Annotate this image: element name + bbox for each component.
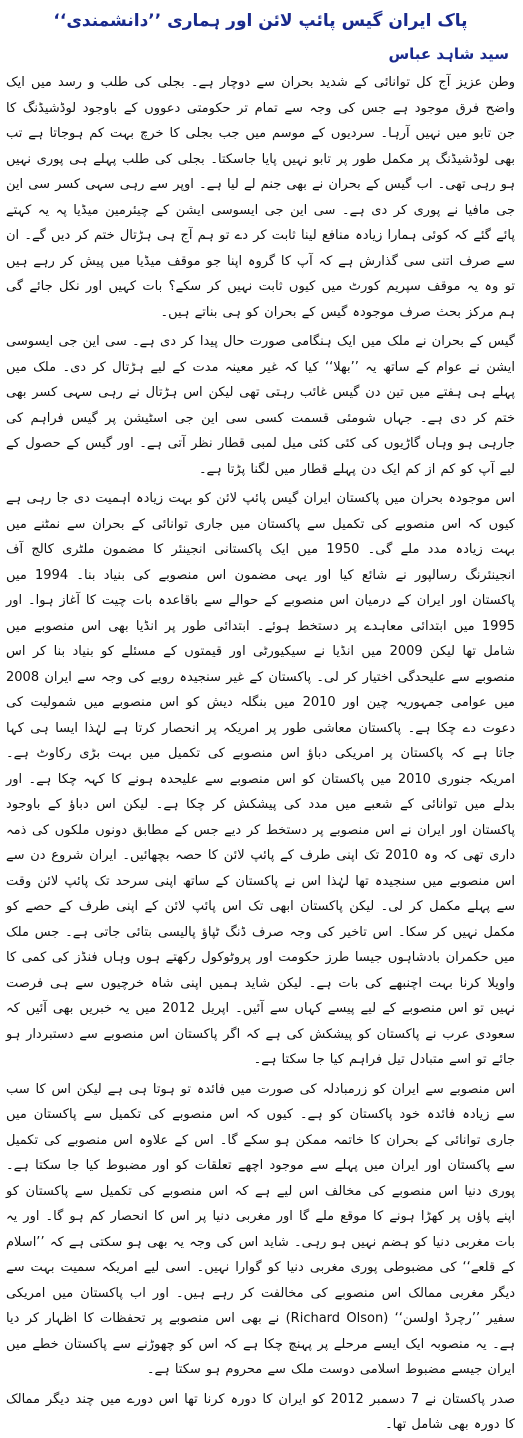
article-paragraph: صدر پاکستان نے 7 دسمبر 2012 کو ایران کا دورہ کرنا تھا اس دورے میں چند دیگر ممالک کا دورہ بھی شامل تھا۔ [6, 1391, 516, 1432]
article-paragraph: وطن عزیز آج کل توانائی کے شدید بحران سے دوچار ہے۔ بجلی کی طلب و رسد میں ایک واضح فرق موجود ہے جس کی وجہ سے تمام تر حکومتی دعووں کے باوجود لوڈشیڈنگ کا جن تابو میں نہیں آرہا۔ سردیوں کے موسم میں جب بجلی کا خرچ بہت کم ہوجاتا ہے تب بھی لوڈشیڈنگ پر مکمل طور پر تابو نہیں پایا جاسکتا۔ بجلی کی طلب پہلے ہی پوری نہیں ہو رہی تھی۔ اب گیس کے بحران نے بھی جنم لے لیا ہے۔ اوپر سے رہی سہی کسر سی این جی مافیا نے پوری کر دی ہے۔ سی این جی ایسوسی ایشن کے چیئرمین میڈیا پہ یہ کہتے پائے گئے کہ کوئی ہمارا زیادہ منافع لینا ثابت کر دے تو ہم آج ہی ہڑتال ختم کر دیں گے۔ ان سے صرف اتنی سی گذارش ہے کہ آپ کا گروہ اپنا جو موقف میڈیا میں پیش کر رہے ہیں تو وہ یہ موقف سپریم کورٹ میں کیوں ثابت نہیں کر سکے؟ بات کہیں اور نکل جائے گی ہم مرکز بحث صرف موجودہ گیس کے بحران کو ہی بناتے ہیں۔ [6, 75, 515, 320]
article-paragraph: گیس کے بحران نے ملک میں ایک ہنگامی صورت حال پیدا کر دی ہے۔ سی این جی ایسوسی ایشن نے عوام کے ساتھ یہ ’’بھلا‘‘ کیا کہ غیر معینہ مدت کے لیے ہڑتال کر دی۔ ملک میں پہلے ہی ہفتے میں تین دن گیس غائب رہتی تھی لیکن اس ہڑتال نے رہی سہی کسر بھی ختم کر دی ہے۔ جہاں شومئی قسمت کسی سی این جی اسٹیشن پر گیس فراہم کی جارہی ہو وہاں گاڑیوں کی کئی کئی میل لمبی قطار نظر آتی ہے۔ اور گیس کے حصول کے لیے آپ کو کم از کم ایک دن پہلے قطار میں لگنا پڑتا ہے۔ [6, 334, 515, 477]
article-paragraph: اس منصوبے سے ایران کو زرمبادلہ کی صورت میں فائدہ تو ہوتا ہی ہے لیکن اس کا سب سے زیادہ فائدہ خود پاکستان کو ہے۔ کیوں کہ اس منصوبے کی تکمیل سے پاکستان میں جاری توانائی کے بحران کا خاتمہ ممکن ہو سکے گا۔ اس کے علاوہ اس منصوبے کی تکمیل سے پاکستان اور ایران میں پہلے سے موجود اچھے تعلقات کو اور مضبوط کیا جا سکتا ہے۔ پوری دنیا اس منصوبے کی مخالف اس لیے ہے کہ اس منصوبے کی تکمیل سے پاکستان کو اپنے پاؤں پر کھڑا ہونے کا موقع ملے گا اور مغربی دنیا پر اس کا انحصار کم ہو گا۔ اور یہ بات مغربی دنیا کو ہضم نہیں ہو رہی۔ شاید اس کی وجہ یہ بھی ہو سکتی ہے کہ ’’اسلام کے قلعے‘‘ کی مضبوطی پوری مغربی دنیا کو گوارا نہیں۔ اسی لیے امریکہ سمیت بہت سے دیگر مغربی ممالک اس منصوبے کی مخالفت کر رہے ہیں۔ اور اب پاکستان میں امریکی سفیر ’’رچرڈ اولسن‘‘ (Richard Olson) نے بھی اس منصوبے پر تحفظات کا اظہار کر دیا ہے۔ یہ منصوبہ ایک ایسے مرحلے پر پہنچ چکا ہے کہ اس کو چھوڑنے سے پاکستان خطے میں ایران جیسے مضبوط اسلامی دوست ملک سے محروم ہو سکتا ہے۔ [6, 1081, 515, 1377]
author-byline: سید شاہد عباس [388, 45, 509, 63]
article-paragraph: اس موجودہ بحران میں پاکستان ایران گیس پائپ لائن کو بہت زیادہ اہمیت دی جا رہی ہے کیوں کہ اس منصوبے کی تکمیل سے پاکستان میں جاری توانائی کے بحران سے نمٹنے میں بہت زیادہ مدد ملے گی۔ 1950 میں ایک پاکستانی انجینئر کا مضمون ملٹری کالج آف انجینئرنگ رسالپور نے شائع کیا اور یہی مضمون اس منصوبے کی بنیاد بنا۔ 1994 میں پاکستان اور ایران کے درمیان اس منصوبے کے حوالے سے باقاعدہ بات چیت کا آغاز ہوا۔ اور 1995 میں ابتدائی معاہدے پر دستخط ہوئے۔ ابتدائی طور پر انڈیا بھی اس منصوبے میں شامل تھا لیکن 2009 میں انڈیا نے سیکیورٹی اور قیمتوں کے مسئلے کو بنیاد بنا کر اس منصوبے سے علیحدگی اختیار کر لی۔ پاکستان کے غیر سنجیدہ رویے کی وجہ سے ایران 2008 میں عوامی جمہوریہ چین اور 2010 میں بنگلہ دیش کو اس منصوبے میں شمولیت کی دعوت دے چکا ہے۔ پاکستان معاشی طور پر امریکہ پر انحصار کرتا ہے لہٰذا ایسا ہی کہا جاتا ہے کہ پاکستان پر امریکی دباؤ اس منصوبے کی تکمیل میں بہت بڑی رکاوٹ ہے۔ امریکہ جنوری 2010 میں پاکستان کو اس منصوبے سے علیحدہ ہونے کا کہہ چکا ہے۔ اور بدلے میں توانائی کے شعبے میں مدد کی پیشکش کر چکا ہے۔ لیکن اس دباؤ کے باوجود پاکستان اور ایران نے اس منصوبے پر دستخط کر دیے جس کے مطابق دونوں ملکوں کی ذمہ داری تھی کہ وہ 2010 تک اپنی طرف کے پائپ لائن کا حصہ بچھائیں۔ ایران شروع دن سے اس منصوبے میں سنجیدہ تھا لہٰذا اس نے پاکستان کے ساتھ اپنی سرحد تک پائپ لائن وقت سے پہلے مکمل کر لی۔ لیکن پاکستان ابھی تک اس پائپ لائن کے اپنی طرف کے حصے کو مکمل نہیں کر سکا۔ اس تاخیر کی وجہ صرف ڈنگ ٹپاؤ پالیسی بتائی جاتی ہے۔ جس ملک میں حکمران بادشاہوں جیسا طرز حکومت اور پروٹوکول رکھتے ہوں وہاں فنڈز کی کمی کا واویلا کرنا بہت اچنبھے کی بات ہے۔ لیکن شاید ہمیں اپنی شاہ خرچیوں سے ہی فرصت نہیں تو اس منصوبے کے لیے پیسے کہاں سے آئیں۔ اپریل 2012 میں یہ خبریں بھی آئیں کہ سعودی عرب نے پاکستان کو پیشکش کی ہے کہ اگر پاکستان اس منصوبے سے دستبردار ہو جائے تو اسے متبادل تیل فراہم کیا جا سکتا ہے۔ [6, 491, 516, 1067]
article-title: پاک ایران گیس پائپ لائن اور ہماری ’’دانشمندی‘‘ [53, 11, 468, 31]
